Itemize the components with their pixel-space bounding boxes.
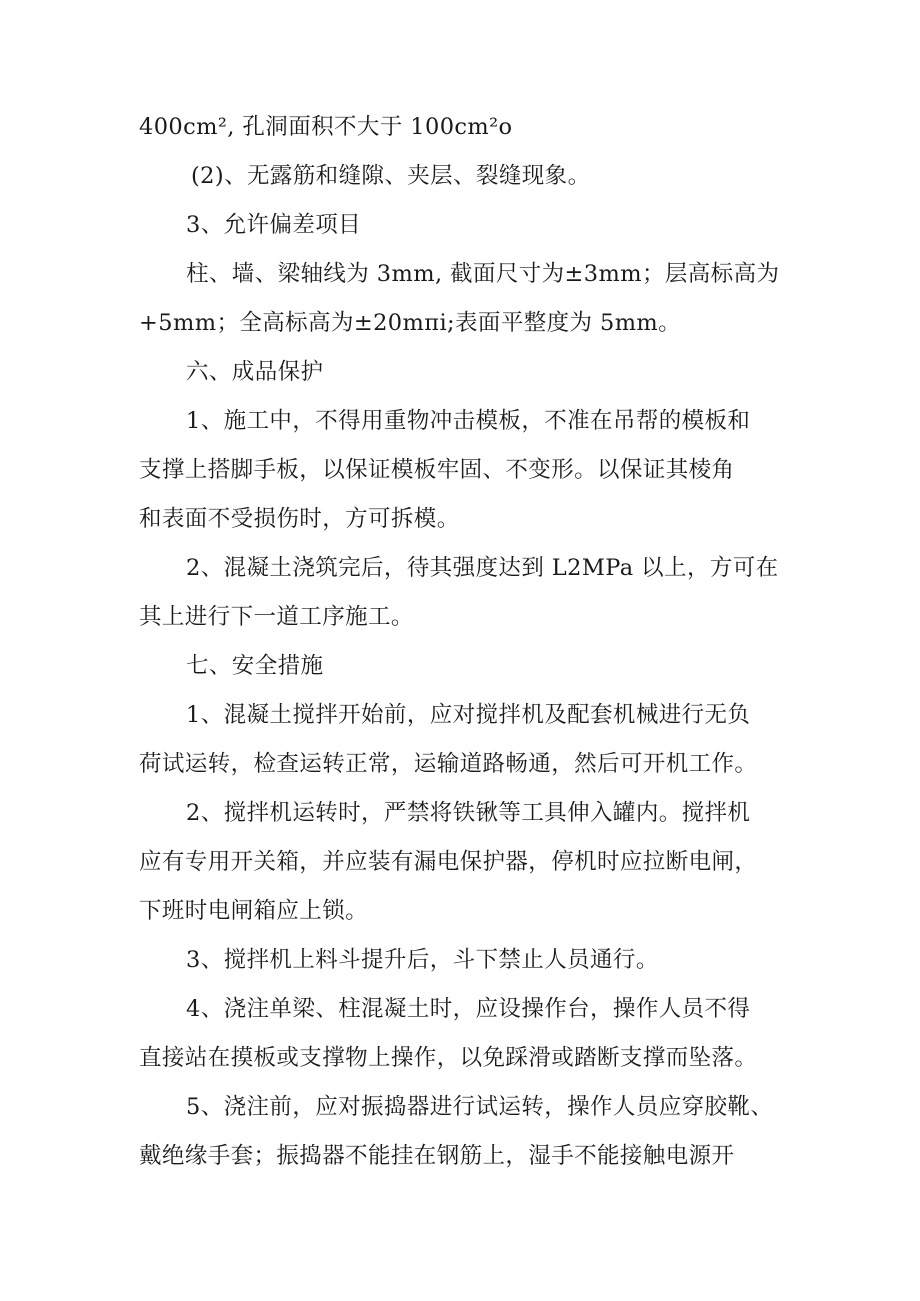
paragraph-line: 4、浇注单梁、柱混凝土时，应设操作台，操作人员不得 [186, 996, 751, 1022]
paragraph-line: 400cm², 孔洞面积不大于 100cm²o [139, 114, 513, 140]
paragraph-line: 支撑上搭脚手板，以保证模板牢固、不变形。以保证其棱角 [139, 457, 735, 483]
paragraph-line: (2)、无露筋和缝隙、夹层、裂缝现象。 [191, 163, 591, 189]
paragraph-line: 柱、墙、梁轴线为 3mm, 截面尺寸为±3mm；层高标高为 [186, 261, 780, 287]
section-heading: 六、成品保护 [186, 359, 324, 385]
paragraph-line: 和表面不受损伤时，方可拆模。 [139, 506, 460, 532]
paragraph-line: 下班时电闸箱应上锁。 [139, 898, 369, 924]
document-body [139, 103, 799, 1181]
section-heading: 七、安全措施 [186, 653, 324, 679]
paragraph-line: 2、搅拌机运转时，严禁将铁锹等工具伸入罐内。搅拌机 [186, 800, 751, 826]
paragraph-line: 荷试运转，检查运转正常，运输道路畅通，然后可开机工作。 [139, 751, 758, 777]
paragraph-line: 5、浇注前，应对振捣器进行试运转，操作人员应穿胶靴、 [186, 1094, 774, 1120]
paragraph-line: 应有专用开关箱，并应装有漏电保护器，停机时应拉断电闸， [139, 849, 758, 875]
paragraph-line: 1、施工中，不得用重物冲击模板，不准在吊帮的模板和 [186, 408, 751, 434]
paragraph-line: 3、搅拌机上料斗提升后，斗下禁止人员通行。 [186, 947, 659, 973]
paragraph-line: 直接站在摸板或支撑物上操作，以免踩滑或踏断支撑而坠落。 [139, 1045, 758, 1071]
paragraph-line: 戴绝缘手套；振捣器不能挂在钢筋上，湿手不能接触电源开 [139, 1143, 735, 1169]
paragraph-line: 2、混凝土浇筑完后，待其强度达到 L2MPa 以上，方可在 [186, 555, 779, 581]
paragraph-line: 其上进行下一道工序施工。 [139, 604, 414, 630]
paragraph-line: 1、混凝土搅拌开始前，应对搅拌机及配套机械进行无负 [186, 702, 751, 728]
section-subheading: 3、允许偏差项目 [186, 212, 362, 238]
paragraph-line: +5mm；全高标高为±20mπi;表面平整度为 5mm。 [139, 310, 682, 336]
